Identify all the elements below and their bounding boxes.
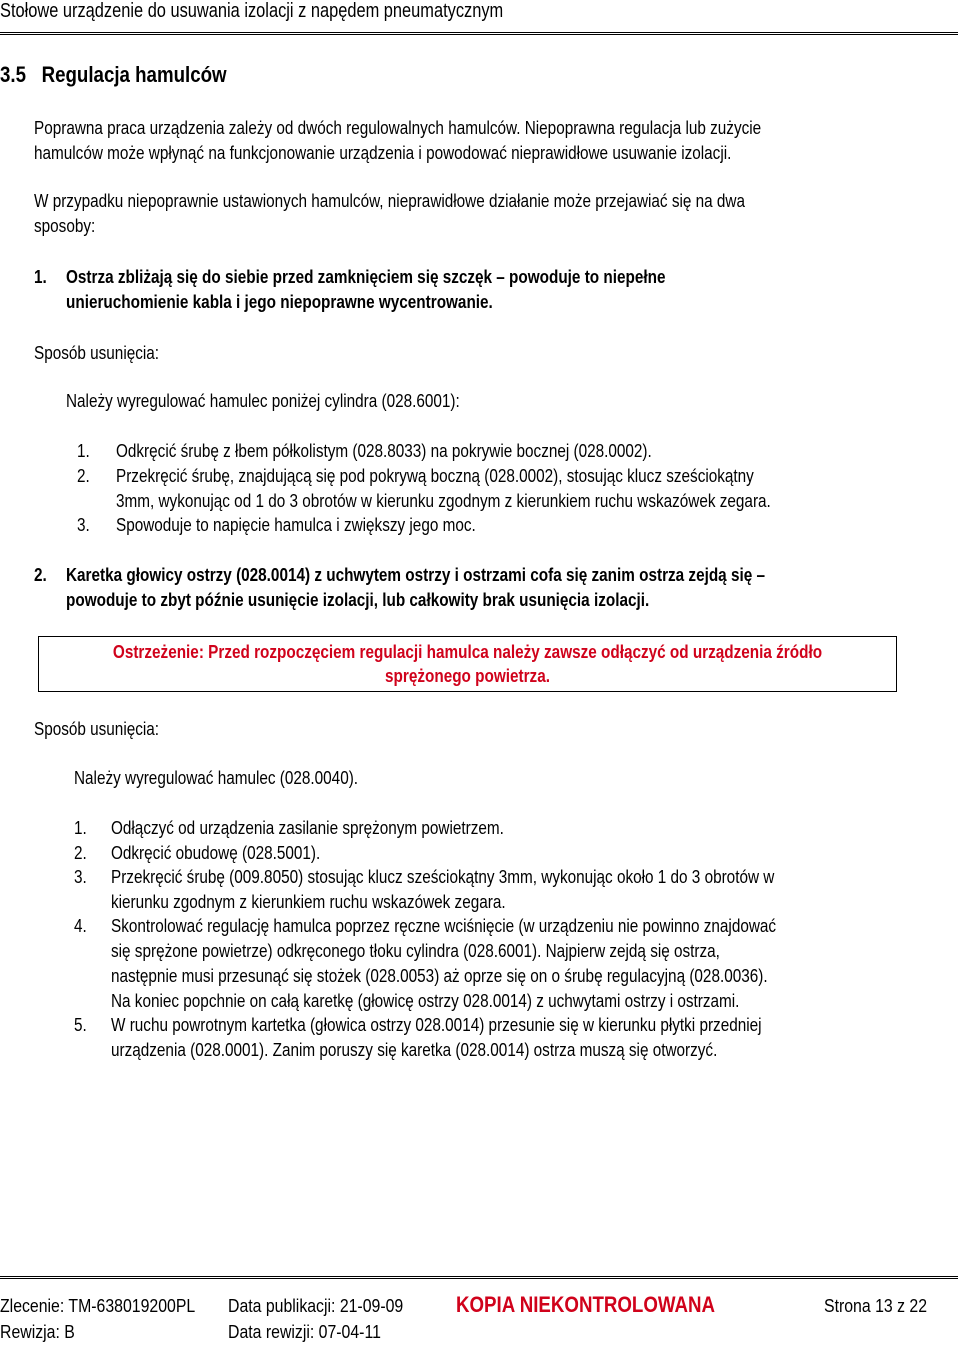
text-line: urządzenia (028.0001). Zanim poruszy się karetka (028.0014) ostrza muszą się otworzyć. — [111, 1040, 718, 1060]
text-line: sposoby: — [34, 216, 96, 236]
case-2-number: 2. — [34, 565, 47, 585]
text-line: Odkręcić śrubę z łbem półkolistym (028.8033) na pokrywie bocznej (028.0002). — [116, 441, 652, 461]
text-line: Spowoduje to napięcie hamulca i zwiększy jego moc. — [116, 515, 476, 535]
step-text — [111, 865, 774, 915]
footer-rev-date: Data rewizji: 07-04-11 — [228, 1322, 381, 1342]
step-text — [111, 816, 504, 841]
footer-pub-date: Data publikacji: 21-09-09 — [228, 1296, 404, 1316]
case-1-number: 1. — [34, 267, 47, 287]
section-title: Regulacja hamulców — [41, 62, 227, 87]
uncontrolled-copy-stamp: KOPIA NIEKONTROLOWANA — [456, 1292, 716, 1317]
text-line: powoduje to zbyt późnie usunięcie izolacji, lub całkowity brak usunięcia izolacji. — [66, 590, 650, 610]
text-line: W ruchu powrotnym kartetka (głowica ostrzy 028.0014) przesunie się w kierunku płytki przedniej — [111, 1015, 762, 1035]
text-line: Poprawna praca urządzenia zależy od dwóch regulowalnych hamulców. Niepoprawna regulacja lub zużycie — [34, 118, 762, 138]
step-text — [111, 914, 776, 1014]
step-number: 3. — [77, 515, 90, 535]
remedy-label-1: Sposób usunięcia: — [34, 343, 160, 363]
text-line: Przekręcić śrubę, znajdującą się pod pokrywą boczną (028.0002), stosując klucz sześciokątny — [116, 466, 754, 486]
section-number: 3.5 — [0, 62, 27, 87]
text-line: Przekręcić śrubę (009.8050) stosując klucz sześciokątny 3mm, wykonując około 1 do 3 obrotów w — [111, 867, 775, 887]
text-line: sprężonego powietrza. — [385, 666, 550, 686]
text-line: Odkręcić obudowę (028.5001). — [111, 843, 321, 863]
intro-paragraph-2 — [34, 189, 745, 239]
running-header: Stołowe urządzenie do usuwania izolacji z napędem pneumatycznym — [0, 0, 504, 22]
intro-paragraph-1 — [34, 116, 761, 166]
step-number: 2. — [77, 466, 90, 486]
step-text — [116, 464, 771, 514]
footer-rule — [0, 1276, 958, 1279]
text-line: następnie musi przesunąć się stożek (028.0053) aż oprze się on o śrubę regulacyjną (028.0036). — [111, 966, 768, 986]
text-line: 3mm, wykonując od 1 do 3 obrotów w kierunku zgodnym z kierunkiem ruchu wskazówek zegara. — [116, 491, 771, 511]
header-rule — [0, 32, 958, 35]
text-line: W przypadku niepoprawnie ustawionych hamulców, nieprawidłowe działanie może przejawiać się na dwa — [34, 191, 745, 211]
warning-box — [38, 636, 897, 692]
text-line: Na koniec popchnie on całą karetkę (głowicę ostrzy 028.0014) z uchwytami ostrzy i ostrzami. — [111, 991, 740, 1011]
text-line: Karetka głowicy ostrzy (028.0014) z uchwytem ostrzy i ostrzami cofa się zanim ostrza zejdą się – — [66, 565, 765, 585]
warning-text — [103, 640, 831, 688]
text-line: unieruchomienie kabla i jego niepoprawne wycentrowanie. — [66, 292, 493, 312]
text-line: Odłączyć od urządzenia zasilanie sprężonym powietrzem. — [111, 818, 504, 838]
step-number: 4. — [74, 916, 87, 936]
footer-page-number: Strona 13 z 22 — [824, 1296, 928, 1316]
step-text — [111, 1013, 762, 1063]
step-number: 1. — [74, 818, 87, 838]
step-number: 3. — [74, 867, 87, 887]
step-number: 5. — [74, 1015, 87, 1035]
text-line: Skontrolować regulację hamulca poprzez ręczne wciśnięcie (w urządzeniu nie powinno znajdować — [111, 916, 777, 936]
step-number: 2. — [74, 843, 87, 863]
text-line: hamulców może wpłynąć na funkcjonowanie urządzenia i powodować nieprawidłowe usuwanie izolacji. — [34, 143, 732, 163]
remedy-label-2: Sposób usunięcia: — [34, 719, 160, 739]
instruction-1: Należy wyregulować hamulec poniżej cylindra (028.6001): — [66, 391, 460, 411]
text-line: Ostrzeżenie: Przed rozpoczęciem regulacji hamulca należy zawsze odłączyć od urządzenia źródło — [112, 642, 823, 662]
step-text — [111, 841, 320, 866]
case-2-description — [66, 563, 765, 613]
step-text — [116, 439, 652, 464]
footer-order: Zlecenie: TM-638019200PL — [0, 1296, 196, 1316]
footer-revision: Rewizja: B — [0, 1322, 75, 1342]
step-text — [116, 513, 476, 538]
text-line: Ostrza zbliżają się do siebie przed zamknięciem się szczęk – powoduje to niepełne — [66, 267, 666, 287]
text-line: się sprężone powietrze) odkręconego tłoku cylindra (028.6001). Najpierw zejdą się ostrza, — [111, 941, 720, 961]
section-heading — [0, 62, 227, 88]
case-1-description — [66, 265, 665, 315]
instruction-2: Należy wyregulować hamulec (028.0040). — [74, 768, 359, 788]
text-line: kierunku zgodnym z kierunkiem ruchu wskazówek zegara. — [111, 892, 506, 912]
step-number: 1. — [77, 441, 90, 461]
